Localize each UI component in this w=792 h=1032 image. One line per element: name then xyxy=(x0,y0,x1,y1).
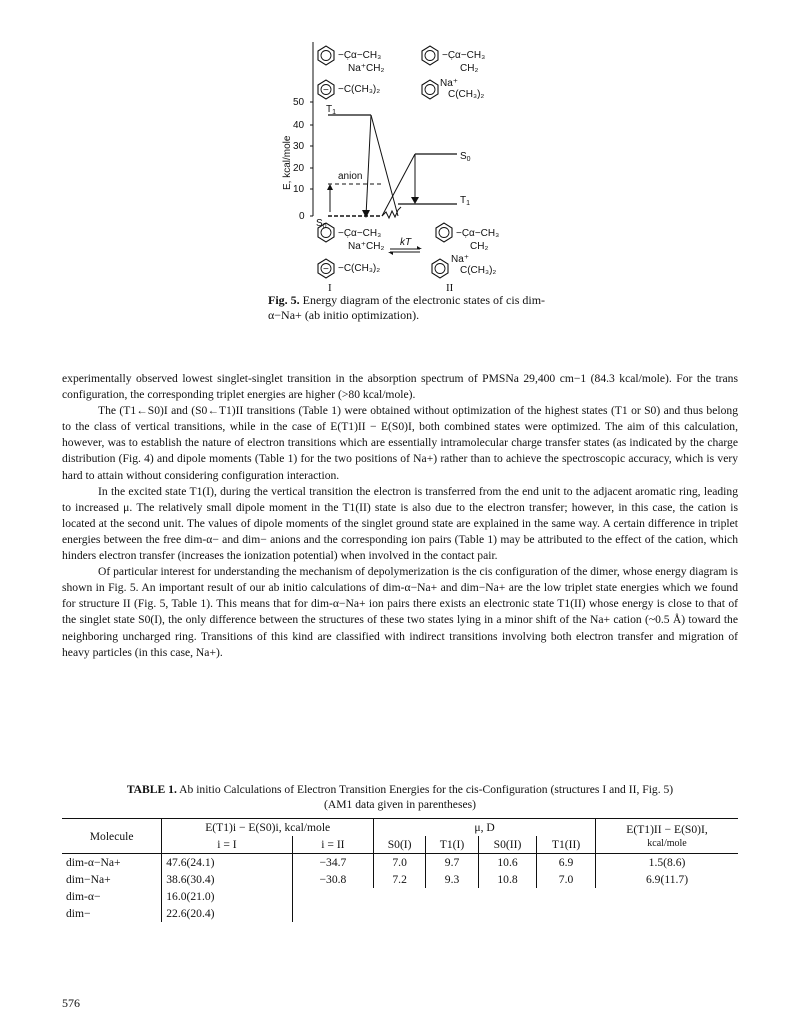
wavy-transition xyxy=(382,207,401,218)
header-last xyxy=(596,819,738,854)
table-cell: 47.6(24.1) xyxy=(162,854,292,872)
t1-upper-label: $T_1$ xyxy=(326,104,337,116)
table-cell: dim-α− xyxy=(66,890,101,903)
table-cell: 22.6(20.4) xyxy=(162,905,292,922)
table-cell xyxy=(374,888,426,905)
t1-right-label: $T_1$ xyxy=(460,195,471,207)
table-cell: 9.7 xyxy=(426,854,479,872)
anion-label: anion xyxy=(338,171,363,182)
page-number: 576 xyxy=(62,996,80,1010)
benzene-ring xyxy=(436,223,452,242)
table-row xyxy=(62,871,738,888)
up-arrow-head xyxy=(327,184,333,190)
energy-levels xyxy=(316,104,471,230)
y-tick-10: 10 xyxy=(293,184,305,195)
table-cell: 7.0 xyxy=(374,854,426,872)
table-cell: 7.0 xyxy=(537,871,596,888)
header-mu-group: μ, D xyxy=(374,819,596,837)
calpha-ch3-label-1: −C̣α−CH₃ xyxy=(338,50,382,61)
benzene-ring-anion xyxy=(318,259,334,278)
table-cell: −30.8 xyxy=(292,871,374,888)
data-table xyxy=(62,818,738,922)
table-caption xyxy=(62,782,738,812)
calpha-ch3-label-2: −C̣α−CH₃ xyxy=(442,50,486,61)
figure-caption-text: Energy diagram of the electronic states of cis dim-α−Na+ (ab initio optimization). xyxy=(268,293,546,322)
table-cell xyxy=(537,888,596,905)
equilibrium-bottom-arrow xyxy=(388,252,393,255)
table-cell xyxy=(292,888,374,905)
table-cell xyxy=(292,905,374,922)
y-axis-label: E, kcal/mole xyxy=(282,135,293,190)
paragraph-3: In the excited state T1(I), during the vertical transition the electron is transferred from the end unit to the adjacent aromatic ring, leading to increased μ. The relatively small dipole moment in the T1(II) state is also due to the electron transfer; however, in this case, the cation is located at the second unit. The values of dipole moments of the singlet ground state are explained in the same way. A certain difference in triplet energies between the free dim-α− and dim− anions and the corresponding ion pairs (Table 1) may be attributed to the effect of the cation, which hinders electron transfer (increases the ionization potential) when involved in the contact pair. xyxy=(62,484,738,563)
bottom-structures xyxy=(318,223,499,294)
table-cell: 38.6(30.4) xyxy=(162,871,292,888)
table-caption-text: Ab initio Calculations of Electron Transition Energies for the cis-Configuration (structures I and II, Fig. 5) xyxy=(179,783,674,796)
header-last-unit: kcal/mole xyxy=(647,838,687,849)
paragraph-2: The (T1←S0)I and (S0←T1)II transitions (Table 1) were obtained without optimization of the highest states (T1 or S0) and thus belong to the class of vertical transitions, while in the case of E(T1)II − E(S0)I, both combined states were optimized. The aim of this calculation, however, was to establish the nature of electron transitions which are essentially intramolecular charge transfer states (as indicated by the charge distribution (Fig. 4) and dipole moments (Table 1) for the two positions of Na+) rather than to achieve the spectroscopic accuracy, which is very hard to attain without considering configuration interaction. xyxy=(62,404,738,482)
structure-label-I: I xyxy=(328,282,332,294)
table-cell xyxy=(374,905,426,922)
minus-sign: − xyxy=(323,85,329,96)
table-cell xyxy=(596,888,738,905)
ch2-label-4: CH₂ xyxy=(470,241,489,252)
y-tick-20: 20 xyxy=(293,163,305,174)
table-cell xyxy=(479,905,537,922)
y-tick-40: 40 xyxy=(293,120,305,131)
table-cell: 7.2 xyxy=(374,871,426,888)
header-t1-I: T1(I) xyxy=(426,836,479,854)
energy-diagram-figure xyxy=(270,40,530,294)
y-tick-0: 0 xyxy=(299,211,305,222)
cme2-label-1: −C(CH₃)₂ xyxy=(338,84,381,95)
benzene-ring xyxy=(422,46,438,65)
figure-caption xyxy=(268,293,558,323)
paragraph-4: Of particular interest for understanding the mechanism of depolymerization is the cis configuration of the dimer, whose energy diagram is shown in Fig. 5. An important result of our ab initio calculations of dim-α−Na+ and dim−Na+ are the low triplet state energies which we found for structure II (Fig. 5, Table 1). This means that for dim-α−Na+ ion pairs there exists an electronic state T1(II) whose energy is close to that of the singlet state S0(I), the only difference between the structures of these two states lying in a minor shift of the Na+ cation (~0.5 Å) toward the neighboring uncharged ring. Transitions of this kind are classified with indirect transitions involving both electron transfer and migration of heavy particles (in this case, Na+). xyxy=(62,565,739,659)
header-s0-I: S0(I) xyxy=(374,836,426,854)
na-label-2: Na⁺ xyxy=(440,78,459,89)
table-cell: 6.9 xyxy=(537,854,596,872)
structure-label-II: II xyxy=(446,282,454,294)
equilibrium-top-arrow xyxy=(417,246,422,249)
benzene-ring xyxy=(318,46,334,65)
benzene-ring xyxy=(432,259,448,278)
y-tick-30: 30 xyxy=(293,141,305,152)
figure-caption-label: Fig. 5. xyxy=(268,293,300,307)
table-cell: dim− xyxy=(66,907,91,920)
minus-sign: − xyxy=(323,264,329,275)
table-cell: 6.9(11.7) xyxy=(596,871,738,888)
table-cell: dim−Na+ xyxy=(66,873,111,886)
body-text xyxy=(62,371,738,661)
table-cell xyxy=(596,905,738,922)
s0-left-label: $S_0$ xyxy=(316,218,327,230)
calpha-ch3-label-4: −C̣α−CH₃ xyxy=(456,228,500,239)
cme2-label-2: C(CH₃)₂ xyxy=(448,89,485,100)
table-cell: dim-α−Na+ xyxy=(66,856,121,869)
table-cell: 10.8 xyxy=(479,871,537,888)
paragraph-1: experimentally observed lowest singlet-singlet transition in the absorption spectrum of PMSNa 29,400 cm−1 (84.3 kcal/mole). For the trans configuration, the corresponding triplet energies are higher (>80 kcal/mole). xyxy=(62,372,738,402)
table-row xyxy=(62,905,738,922)
table-header-row-1 xyxy=(62,819,738,837)
header-t1-II: T1(II) xyxy=(537,836,596,854)
table-row xyxy=(62,888,738,905)
cme2-label-3: −C(CH₃)₂ xyxy=(338,263,381,274)
na-ch2-label-3: Na⁺CH₂ xyxy=(348,241,385,252)
header-i-II: i = II xyxy=(292,836,374,854)
cme2-label-4: C(CH₃)₂ xyxy=(460,265,497,276)
na-label-4: Na⁺ xyxy=(451,254,470,265)
table-cell xyxy=(426,888,479,905)
table-cell: 9.3 xyxy=(426,871,479,888)
table-cell xyxy=(426,905,479,922)
top-structures xyxy=(318,46,485,100)
down-arrow-head-right xyxy=(411,197,419,204)
vertical-arrow-line xyxy=(366,115,371,216)
energy-diagram-svg xyxy=(270,40,530,294)
table-cell: −34.7 xyxy=(292,854,374,872)
benzene-ring-anion xyxy=(318,80,334,99)
table-row xyxy=(62,854,738,872)
y-axis xyxy=(282,42,313,222)
table-caption-note: (AM1 data given in parentheses) xyxy=(324,798,476,811)
benzene-ring xyxy=(422,80,438,99)
kt-label: kT xyxy=(400,237,412,248)
t1-curve xyxy=(371,115,398,216)
table-cell xyxy=(479,888,537,905)
header-last-label: E(T1)II − E(S0)I, xyxy=(626,823,708,836)
header-energy-group: E(T1)i − E(S0)i, kcal/mole xyxy=(162,819,374,837)
na-ch2-label-1: Na⁺CH₂ xyxy=(348,63,385,74)
s0-right-label: $S_0$ xyxy=(460,151,471,163)
calpha-ch3-label-3: −C̣α−CH₃ xyxy=(338,228,382,239)
ch2-label-2: CH₂ xyxy=(460,63,479,74)
table-caption-label: TABLE 1. xyxy=(126,783,177,796)
table-cell: 16.0(21.0) xyxy=(162,888,292,905)
header-molecule: Molecule xyxy=(62,819,162,854)
table-cell: 10.6 xyxy=(479,854,537,872)
table-cell: 1.5(8.6) xyxy=(596,854,738,872)
s0-curve xyxy=(382,154,415,216)
table-cell xyxy=(537,905,596,922)
header-s0-II: S0(II) xyxy=(479,836,537,854)
y-tick-50: 50 xyxy=(293,97,305,108)
header-i-I: i = I xyxy=(162,836,292,854)
